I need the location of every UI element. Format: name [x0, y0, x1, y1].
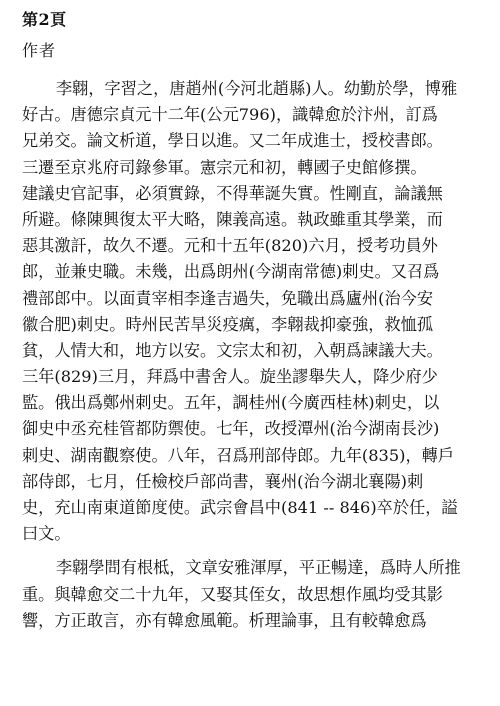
text-line: 好古。唐德宗貞元十二年(公元796)，識韓愈於汴州，訂爲: [22, 105, 438, 125]
text-line: 御史中丞充桂管都防禦使。七年，改授潭州(治今湖南長沙): [22, 419, 440, 439]
text-line: 李翺，字習之，唐趙州(今河北趙縣)人。幼勤於學，博雅: [56, 79, 458, 98]
text-line: 重。與韓愈交二十九年，又娶其侄女，故思想作風均受其影: [22, 584, 443, 604]
text-line: 建議史官記事，必須實錄，不得華誕失實。性剛直，論議無: [22, 183, 443, 203]
text-line: 三遷至京兆府司錄參軍。憲宗元和初，轉國子史館修撰。: [22, 157, 427, 177]
paragraph-assessment: [22, 555, 482, 634]
text-line: 曰文。: [22, 524, 71, 544]
text-line: 刺史、湖南觀察使。八年，召爲刑部侍郎。九年(835)，轉戶: [22, 445, 455, 465]
text-line: 監。俄出爲鄭州刺史。五年，調桂州(今廣西桂林)刺史，以: [22, 393, 440, 413]
text-line: 貧，人情大和，地方以安。文宗太和初，入朝爲諫議大夫。: [22, 340, 443, 360]
text-line: 所避。條陳興復太平大略，陳義高遠。執政雖重其學業，而: [22, 209, 443, 229]
text-line: 部侍郎，七月，任檢校戶部尚書，襄州(治今湖北襄陽)刺: [22, 471, 424, 491]
text-line: 徽合肥)刺史。時州民苦旱災疫癘，李翺裁抑豪強，救恤孤: [22, 314, 434, 334]
text-line: 李翺學問有根柢，文章安雅渾厚，平正暢達，爲時人所推: [56, 558, 461, 578]
text-line: 響，方正敢言，亦有韓愈風範。析理論事，且有較韓愈爲: [22, 610, 427, 630]
text-line: 三年(829)三月，拜爲中書舍人。旋坐謬舉失人，降少府少: [22, 367, 438, 387]
text-line: 禮部郎中。以面責宰相李逢吉過失，免職出爲廬州(治今安: [22, 288, 434, 308]
text-line: 惡其激訐，故久不遷。元和十五年(820)六月，授考功員外: [22, 236, 438, 256]
body-text: [22, 76, 482, 634]
section-heading: 作者: [22, 41, 57, 60]
paragraph-biography: [22, 76, 482, 547]
text-line: 郎，並兼史職。未幾，出爲朗州(今湖南常德)刺史。又召爲: [22, 262, 440, 282]
text-line: 兄弟交。論文析道，學日以進。又二年成進士，授校書郎。: [22, 131, 443, 151]
text-line: 史，充山南東道節度使。武宗會昌中(841 -- 846)卒於任，謚: [22, 498, 458, 517]
page-number-label: 第2頁: [22, 10, 67, 29]
